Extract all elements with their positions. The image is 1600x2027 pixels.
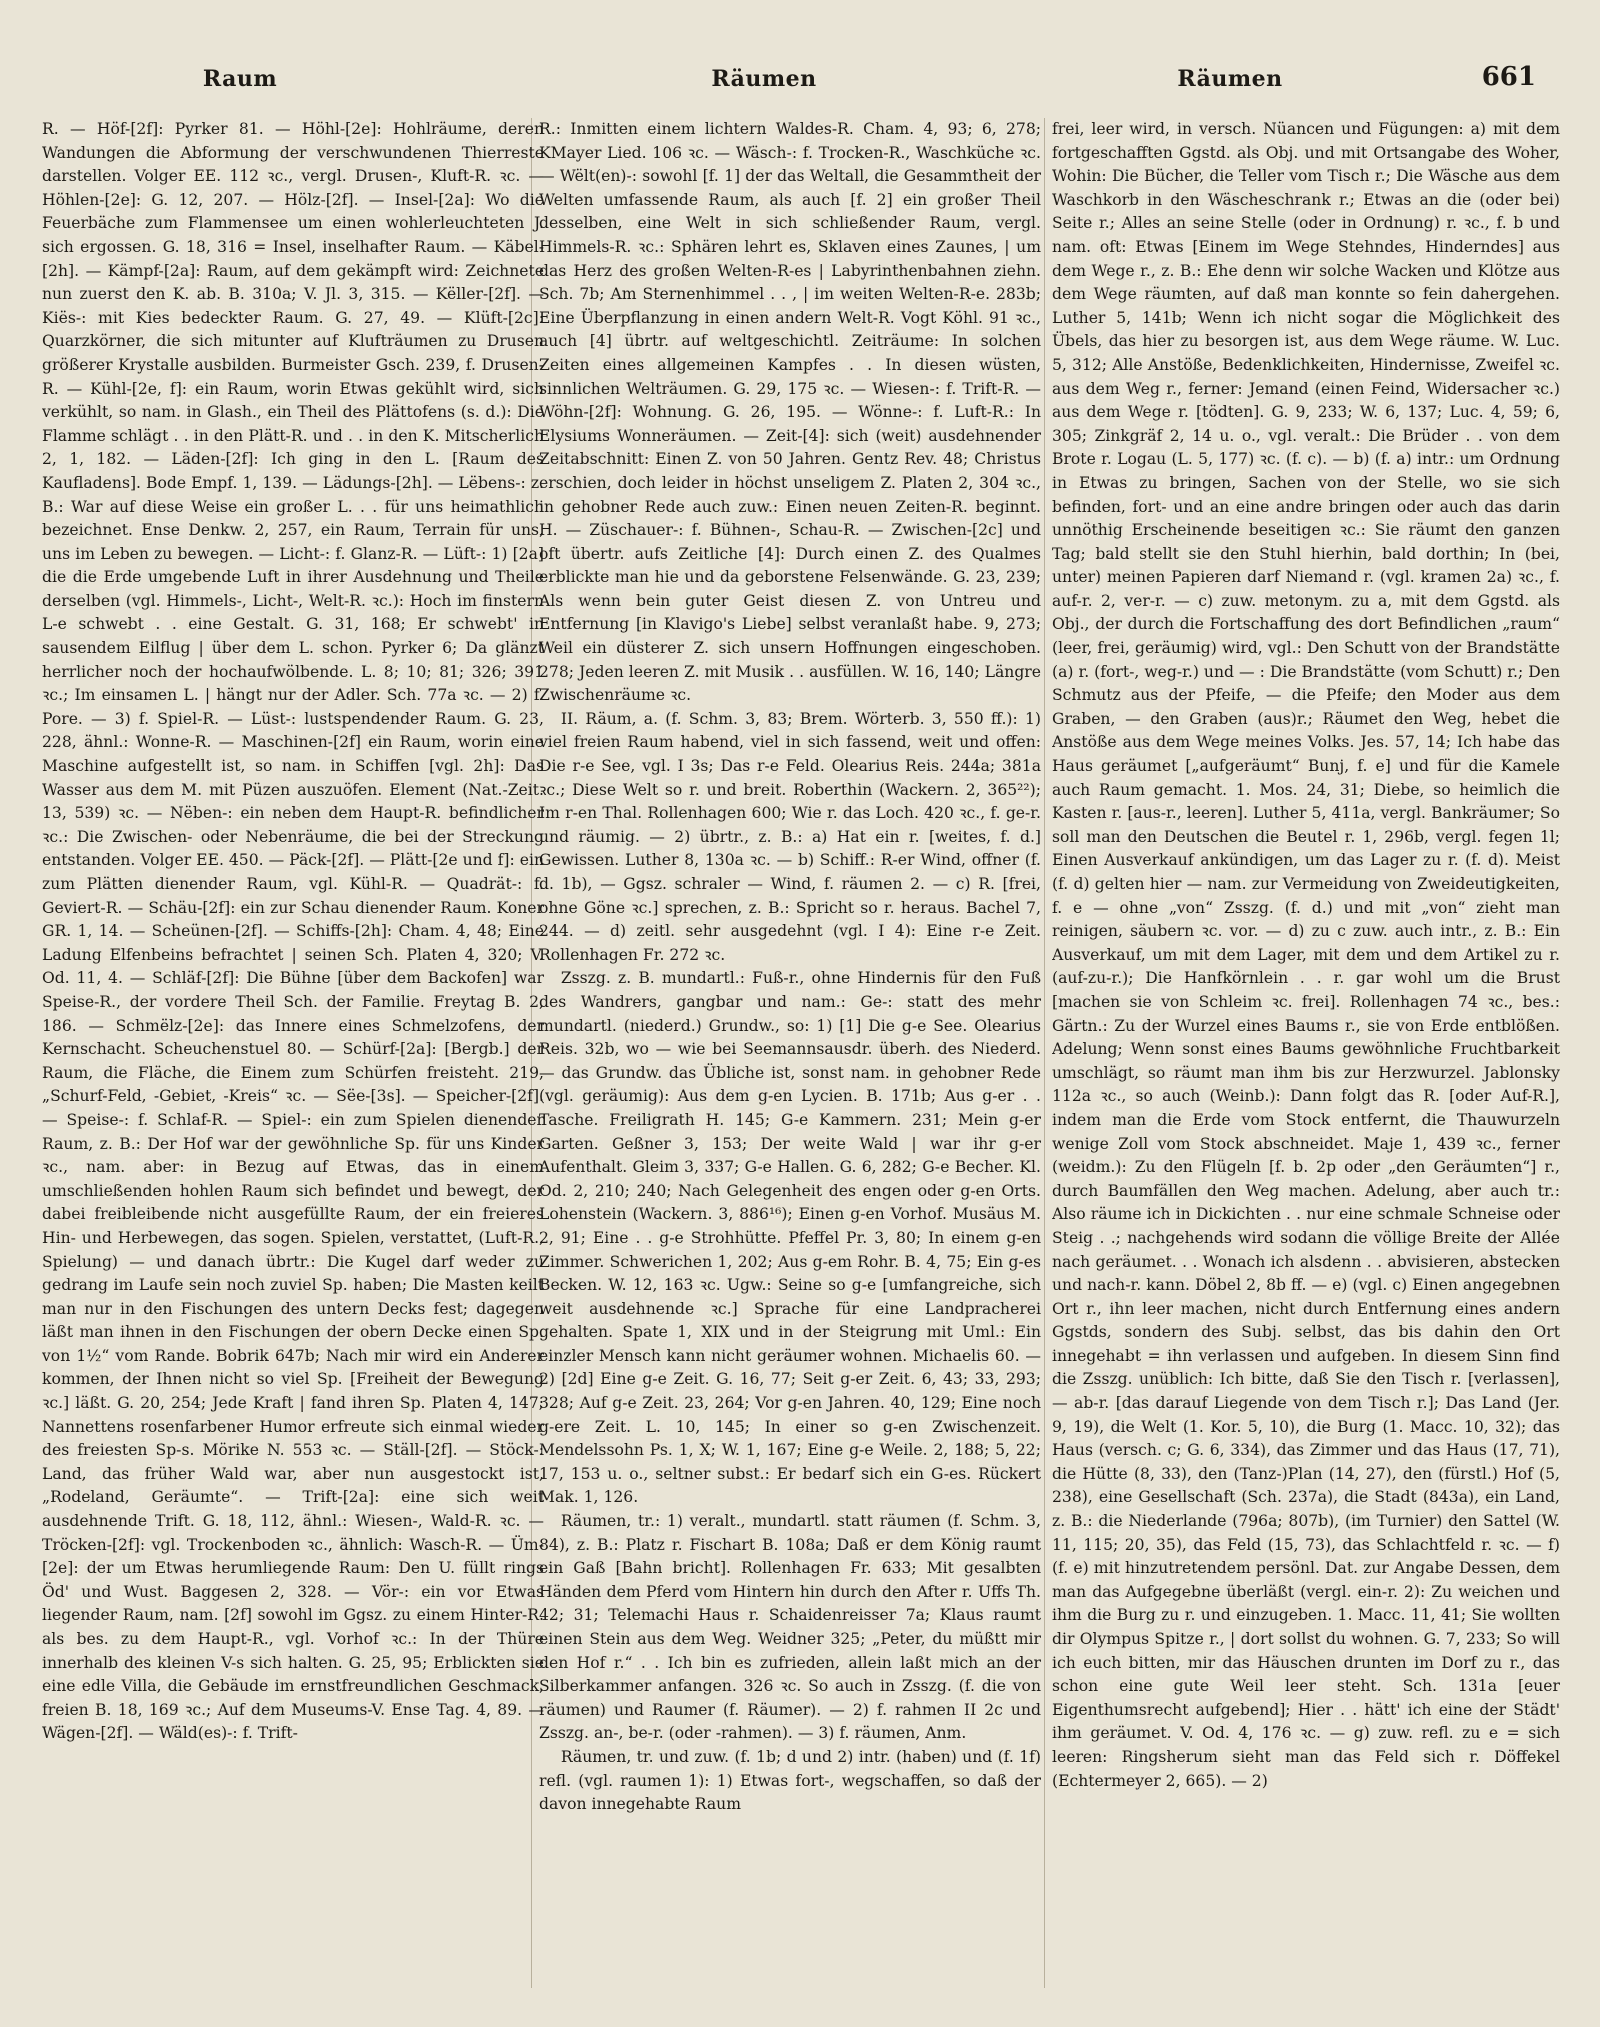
column-divider <box>1044 118 1045 1988</box>
text-column-2 <box>539 118 1041 1998</box>
column-paragraph: frei, leer wird, in versch. Nüancen und Fügungen: a) mit dem fortgeschafften Ggstd. als Obj. und mit Ortsangabe des Woher, Wohin: Die Bücher, die Teller vom Tisch r.; Die Wäsche aus dem Waschkorb in den Wäscheschrank r.; Etwas an die (oder bei) Seite r.; Alles an seine Stelle (oder in Ordnung) r. ꝛc., f. b und nam. oft: Etwas [Einem im Wege Stehndes, Hinderndes] aus dem Wege r., z. B.: Ehe denn wir solche Wacken und Klötze aus dem Wege räumten, auf daß man konnte so fein dahergehen. Luther 5, 141b; Wenn ich nicht sogar die Möglichkeit des Übels, das hier zu besorgen ist, aus dem Wege räume. W. Luc. 5, 312; Alle Anstöße, Bedenklichkeiten, Hindernisse, Zweifel ꝛc. aus dem Weg r., ferner: Jemand (einen Feind, Widersacher ꝛc.) aus dem Wege r. [tödten]. G. 9, 233; W. 6, 137; Luc. 4, 59; 6, 305; Zinkgräf 2, 14 u. o., vgl. veralt.: Die Brüder . . von dem Brote r. Logau (L. 5, 177) ꝛc. (f. c). — b) (f. a) intr.: um Ordnung in Etwas zu bringen, Sachen von der Stelle, wo sie sich befinden, fort- und an eine andre bringen oder auch das darin unnöthig Erscheinende beseitigen ꝛc.: Sie räumt den ganzen Tag; bald stellt sie den Stuhl hierhin, bald dorthin; In (bei, unter) meinen Papieren darf Niemand r. (vgl. kramen 2a) ꝛc., f. auf-r. 2, ver-r. — c) zuw. metonym. zu a, mit dem Ggstd. als Obj., der durch die Fortschaffung des dort Befindlichen „raum“ (leer, frei, geräumig) wird, vgl.: Den Schutt von der Brandstätte (a) r. (fort-, weg-r.) und — : Die Brandstätte (vom Schutt) r.; Den Schmutz aus der Pfeife, — die Pfeife; den Moder aus dem Graben, — den Graben (aus)r.; Räumet den Weg, hebet die Anstöße aus dem Wege meines Volks. Jes. 57, 14; Ich habe das Haus geräumet [„aufgeräumt“ Bunj, f. e] und für die Kamele auch Raum gemacht. 1. Mos. 24, 31; Diebe, so heimlich die Kasten r. [aus-r., leeren]. Luther 5, 411a, vergl. Bankräumer; So soll man den Deutschen die Beutel r. 1, 296b, vergl. fegen 1l; Einen Ausverkauf ankündigen, um das Lager zu r. (f. d). Meist (f. d) gelten hier — nam. zur Vermeidung von Zweideutigkeiten, f. e — ohne „von“ Zsszg. (f. d.) und mit „von“ zieht man reinigen, säubern ꝛc. vor. — d) zu c zuw. auch intr., z. B.: Ein Ausverkauf, um mit dem Lager, mit dem und dem Artikel zu r. (auf-zu-r.); Die Hanfkörnlein . . r. gar wohl um die Brust [machen sie von Schleim ꝛc. frei]. Rollenhagen 74 ꝛc., bes.: Gärtn.: Zu der Wurzel eines Baums r., sie von Erde entblößen. Adelung; Wenn sonst eines Baums gewöhnliche Fruchtbarkeit umschlägt, so räumt man ihm bis zur Herzwurzel. Jablonsky 112a ꝛc., so auch (Weinb.): Dann folgt das R. [oder Auf-R.], indem man die Erde vom Stock entfernt, die Thauwurzeln wenige Zoll vom Stock abschneidet. Maje 1, 439 ꝛc., ferner (weidm.): Zu den Flügeln [f. b. 2p oder „den Geräumten“] r., durch Baumfällen den Weg machen. Adelung, aber auch tr.: Also räume ich in Dickichten . . nur eine schmale Schneise oder Steig . .; nachgehends wird sodann die völlige Breite der Allée nach geräumet. . . Wonach ich alsdenn . . abvisieren, abstecken und nach-r. kann. Döbel 2, 8b ff. — e) (vgl. c) Einen angegebnen Ort r., ihn leer machen, nicht durch Entfernung eines andern Ggstds, sondern des Subj. selbst, das bis dahin den Ort innegehabt = ihn verlassen und aufgeben. In diesem Sinn find die Zsszg. unüblich: Ich bitte, daß Sie den Tisch r. [verlassen], — ab-r. [das darauf Liegende von dem Tisch r.]; Das Land (Jer. 9, 19), die Welt (1. Kor. 5, 10), die Burg (1. Macc. 10, 32); das Haus (versch. c; G. 6, 334), das Zimmer und das Haus (17, 71), die Hütte (8, 33), den (Tanz-)Plan (14, 27), den (fürstl.) Hof (5, 238), eine Gesellschaft (Sch. 237a), die Stadt (843a), ein Land, z. B.: die Niederlande (796a; 807b), (im Turnier) den Sattel (W. 11, 115; 20, 35), das Feld (15, 73), das Schlachtfeld r. ꝛc. — f) (f. e) mit hinzutretendem persönl. Dat. zur Angabe Dessen, dem man das Aufgegebne überläßt (vergl. ein-r. 2): Zu weichen und ihm die Burg zu r. und einzugeben. 1. Macc. 11, 41; Sie wollten dir Olympus Spitze r., | dort sollst du wohnen. G. 7, 233; So will ich euch bitten, mir das Häuschen drunten im Dorf zu r., das schon eine gute Weil leer steht. Sch. 131a [euer Eigenthumsrecht aufgebend]; Hier . . hätt' ich eine der Städt' ihm geräumet. V. Od. 4, 176 ꝛc. — g) zuw. refl. zu e = sich leeren: Ringsherum sieht man das Feld sich r. Döffekel (Echtermeyer 2, 665). — 2) <box>1052 120 1560 1790</box>
column-paragraph: R. — Höf-[2f]: Pyrker 81. — Höhl-[2e]: Hohlräume, deren Wandungen die Abformung der verschwundenen Thierreste darstellen. Volger EE. 112 ꝛc., vergl. Drusen-, Kluft-R. ꝛc. — Höhlen-[2e]: G. 12, 207. — Hölz-[2f]. — Insel-[2a]: Wo die Feuerbäche zum Flammensee um einen wohlerleuchteten J. sich ergossen. G. 18, 316 = Insel, inselhafter Raum. — Käbel-[2h]. — Kämpf-[2a]: Raum, auf dem gekämpft wird: Zeichnete nun zuerst den K. ab. B. 310a; V. Jl. 3, 315. — Këller-[2f]. — Kiës-: mit Kies bedeckter Raum. G. 27, 49. — Klüft-[2c]: Quarzkörner, die sich mitunter auf Klufträumen zu Drusen größerer Krystalle ausbilden. Burmeister Gsch. 239, f. Drusen-R. — Kühl-[2e, f]: ein Raum, worin Etwas gekühlt wird, sich verkühlt, so nam. in Glash., ein Theil des Plättofens (s. d.): Die Flamme schlägt . . in den Plätt-R. und . . in den K. Mitscherlich 2, 1, 182. — Läden-[2f]: Ich ging in den L. [Raum des Kaufladens]. Bode Empf. 1, 139. — Lädungs-[2h]. — Lëbens-: z. B.: War auf diese Weise ein großer L. . . für uns heimathlich bezeichnet. Ense Denkw. 2, 257, ein Raum, Terrain für uns, uns im Leben zu bewegen. — Licht-: f. Glanz-R. — Lüft-: 1) [2a] die die Erde umgebende Luft in ihrer Ausdehnung und Theile derselben (vgl. Himmels-, Licht-, Welt-R. ꝛc.): Hoch im finstern L-e schwebt . . eine Gestalt. G. 31, 168; Er schwebt' in sausendem Eilflug | über dem L. schon. Pyrker 6; Da glänzt herrlicher noch der hochaufwölbende. L. 8; 10; 81; 326; 391 ꝛc.; Im einsamen L. | hängt nur der Adler. Sch. 77a ꝛc. — 2) f. Pore. — 3) f. Spiel-R. — Lüst-: lustspendender Raum. G. 23, 228, ähnl.: Wonne-R. — Maschinen-[2f] ein Raum, worin eine Maschine aufgestellt ist, so nam. in Schiffen [vgl. 2h]: Das Wasser aus dem M. mit Püzen auszuöfen. Element (Nat.-Zeit. 13, 539) ꝛc. — Nëben-: ein neben dem Haupt-R. befindlicher ꝛc.: Die Zwischen- oder Nebenräume, die bei der Streckung entstanden. Volger EE. 450. — Päck-[2f]. — Plätt-[2e und f]: ein zum Plätten dienender Raum, vgl. Kühl-R. — Quadrät-: f. Geviert-R. — Schäu-[2f]: ein zur Schau dienender Raum. Koner GR. 1, 14. — Scheünen-[2f]. — Schiffs-[2h]: Cham. 4, 48; Eine Ladung Elfenbeins befrachtet | seinen Sch. Platen 4, 320; V. Od. 11, 4. — Schläf-[2f]: Die Bühne [über dem Backofen] war Speise-R., der vordere Theil Sch. der Familie. Freytag B. 2, 186. — Schmëlz-[2e]: das Innere eines Schmelzofens, der Kernschacht. Scheuchenstuel 80. — Schürf-[2a]: [Bergb.] der Raum, die Fläche, die Einem zum Schürfen freisteht. 219, „Schurf-Feld, -Gebiet, -Kreis“ ꝛc. — Sëe-[3s]. — Speicher-[2f]. — Speise-: f. Schlaf-R. — Spiel-: ein zum Spielen dienender Raum, z. B.: Der Hof war der gewöhnliche Sp. für uns Kinder ꝛc., nam. aber: in Bezug auf Etwas, das in einem umschließenden hohlen Raum sich befindet und bewegt, der dabei freibleibende nicht ausgefüllte Raum, der ein freieres Hin- und Herbewegen, das sogen. Spielen, verstattet, (Luft-R., Spielung) — und danach übrtr.: Die Kugel darf weder zu gedrang im Laufe sein noch zuviel Sp. haben; Die Masten keilt man nur in den Fischungen des untern Decks fest; dagegen läßt man ihnen in den Fischungen der obern Decke einen Sp. von 1½“ vom Rande. Bobrik 647b; Nach mir wird ein Anderer kommen, der Ihnen nicht so viel Sp. [Freiheit der Bewegung ꝛc.] läßt. G. 20, 254; Jede Kraft | fand ihren Sp. Platen 4, 147; Nannettens rosenfarbener Humor erfreute sich einmal wieder des freiesten Sp-s. Mörike N. 553 ꝛc. — Ställ-[2f]. — Stöck-: Land, das früher Wald war, aber nun ausgestockt ist, „Rodeland, Geräumte“. — Trift-[2a]: eine sich weit ausdehnende Trift. G. 18, 112, ähnl.: Wiesen-, Wald-R. ꝛc. — Tröcken-[2f]: vgl. Trockenboden ꝛc., ähnlich: Wasch-R. — Üm-[2e]: der um Etwas herumliegende Raum: Den U. füllt rings Öd' und Wust. Baggesen 2, 328. — Vör-: ein vor Etwas liegender Raum, nam. [2f] sowohl im Ggsz. zu einem Hinter-R. als bes. zu dem Haupt-R., vgl. Vorhof ꝛc.: In der Thüre innerhalb des kleinen V-s sich halten. G. 25, 95; Erblickten sie eine edle Villa, die Gebäude im ernstfreundlichen Geschmack, freien B. 18, 169 ꝛc.; Auf dem Museums-V. Ense Tag. 4, 89. — Wägen-[2f]. — Wäld(es)-: f. Trift- <box>42 120 544 1743</box>
column-paragraph: R.: Inmitten einem lichtern Waldes-R. Cham. 4, 93; 6, 278; KMayer Lied. 106 ꝛc. — Wäsch-: f. Trocken-R., Waschküche ꝛc. — Wëlt(en)-: sowohl [f. 1] der das Weltall, die Gesammtheit der Welten umfassende Raum, als auch [f. 2] ein großer Theil desselben, eine Welt in sich schließender Raum, vergl. Himmels-R. ꝛc.: Sphären lehrt es, Sklaven eines Zaunes, | um das Herz des großen Welten-R-es | Labyrinthenbahnen ziehn. Sch. 7b; Am Sternenhimmel . . , | im weiten Welten-R-e. 283b; Eine Überpflanzung in einen andern Welt-R. Vogt Köhl. 91 ꝛc., auch [4] übrtr. auf weltgeschichtl. Zeiträume: In solchen Zeiten eines allgemeinen Kampfes . . In diesen wüsten, sinnlichen Welträumen. G. 29, 175 ꝛc. — Wiesen-: f. Trift-R. — Wöhn-[2f]: Wohnung. G. 26, 195. — Wönne-: f. Luft-R.: In Elysiums Wonneräumen. — Zeit-[4]: sich (weit) ausdehnender Zeitabschnitt: Einen Z. von 50 Jahren. Gentz Rev. 48; Christus erschien, doch leider in höchst unseligem Z. Platen 2, 304 ꝛc., in gehobner Rede auch zuw.: Einen neuen Zeiten-R. beginnt. H. — Züschauer-: f. Bühnen-, Schau-R. — Zwischen-[2c] und oft übertr. aufs Zeitliche [4]: Durch einen Z. des Qualmes erblickte man hie und da geborstene Felsenwände. G. 23, 239; Als wenn bein guter Geist diesen Z. von Untreu und Entfernung [in Klavigo's Liebe] selbst veranlaßt habe. 9, 273; Weil ein düsterer Z. sich unsern Hoffnungen eingeschoben. 278; Jeden leeren Z. mit Musik . . ausfüllen. W. 16, 140; Längre Zwischenräume ꝛc. <box>539 120 1041 705</box>
page-number: 661 <box>1481 62 1536 92</box>
running-head-left: Raum <box>202 66 278 92</box>
entry-raumen-2: Räumen, tr. und zuw. (f. 1b; d und 2) intr. (haben) und (f. 1f) refl. (vgl. raumen 1): 1) Etwas fort-, wegschaffen, so daß der davon innegehabte Raum <box>539 1747 1041 1814</box>
text-column-1 <box>42 118 544 1998</box>
entry-compounds: Zsszg. z. B. mundartl.: Fuß-r., ohne Hindernis für den Fuß des Wandrers, gangbar und nam.: Ge-: statt des mehr mundartl. (niederd.) Grundw., so: 1) [1] Die g-e See. Olearius Reis. 32b, wo — wie bei Seemannsausdr. überh. des Niederd. — das Grundw. das Übliche ist, sonst nam. in gehobner Rede (vgl. geräumig): Aus dem g-en Lycien. B. 171b; Aus g-er . . Tasche. Freiligrath H. 145; G-e Kammern. 231; Mein g-er Garten. Geßner 3, 153; Der weite Wald | war ihr g-er Aufenthalt. Gleim 3, 337; G-e Hallen. G. 6, 282; G-e Becher. Kl. Od. 2, 210; 240; Nach Gelegenheit des engen oder g-en Orts. Lohenstein (Wackern. 3, 886¹⁶); Einen g-en Vorhof. Musäus M. 2, 91; Eine . . g-e Strohhütte. Pfeffel Pr. 3, 80; In einem g-en Zimmer. Schwerichen 1, 202; Aus g-em Rohr. B. 4, 75; Ein g-es Becken. W. 12, 163 ꝛc. Ugw.: Seine so g-e [umfangreiche, sich weit ausdehnende ꝛc.] Sprache für eine Landpracherei gehalten. Spate 1, XIX und in der Steigrung mit Uml.: Ein einzler Mensch kann nicht geräumer wohnen. Michaelis 60. — 2) [2d] Eine g-e Zeit. G. 16, 77; Seit g-er Zeit. 6, 43; 33, 293; 328; Auf g-e Zeit. 23, 264; Vor g-en Jahren. 40, 129; Eine noch g-ere Zeit. L. 10, 145; In einer so g-en Zwischenzeit. Mendelssohn Ps. 1, X; W. 1, 167; Eine g-e Weile. 2, 188; 5, 22; 17, 153 u. o., seltner subst.: Er bedarf sich ein G-es. Rückert Mak. 1, 126. <box>539 969 1041 1507</box>
entry-raum-adjective: II. Räum, a. (f. Schm. 3, 83; Brem. Wörterb. 3, 550 ff.): 1) viel freien Raum habend, viel in sich fassend, weit und offen: Die r-e See, vgl. I 3s; Das r-e Feld. Olearius Reis. 244a; 381a ꝛc.; Diese Welt so r. und breit. Roberthin (Wackern. 2, 365²²); Im r-en Thal. Rollenhagen 600; Wie r. das Loch. 420 ꝛc., f. ge-r. und räumig. — 2) übrtr., z. B.: a) Hat ein r. [weites, f. d.] Gewissen. Luther 8, 130a ꝛc. — b) Schiff.: R-er Wind, offner (f. d. 1b), — Ggsz. schraler — Wind, f. räumen 2. — c) R. [frei, ohne Göne ꝛc.] sprechen, z. B.: Spricht so r. heraus. Bachel 7, 244. — d) zeitl. sehr ausgedehnt (vgl. I 4): Eine r-e Zeit. Rollenhagen Fr. 272 ꝛc. <box>539 709 1041 964</box>
running-head-middle: Räumen <box>711 66 817 92</box>
running-head-right: Räumen <box>1177 66 1283 92</box>
running-head <box>0 62 1600 96</box>
text-column-3 <box>1052 118 1560 1998</box>
entry-raumen-1: Räumen, tr.: 1) veralt., mundartl. statt räumen (f. Schm. 3, 84), z. B.: Platz r. Fischart B. 108a; Daß er dem König raumt ein Gaß [Bahn bricht]. Rollenhagen Fr. 633; Mit gesalbten Händen dem Pferd vom Hintern hin durch den After r. Uffs Th. 42; 31; Telemachi Haus r. Schaidenreisser 7a; Klaus raumt einen Stein aus dem Weg. Weidner 325; „Peter, du müßtt mir den Hof r.“ . . Ich bin es zufrieden, allein laßt mich an der Silberkammer anfangen. 326 ꝛc. So auch in Zsszg. (f. die von räumen) und Raumer (f. Räumer). — 2) f. rahmen II 2c und Zsszg. an-, be-r. (oder -rahmen). — 3) f. räumen, Anm. <box>539 1512 1041 1743</box>
